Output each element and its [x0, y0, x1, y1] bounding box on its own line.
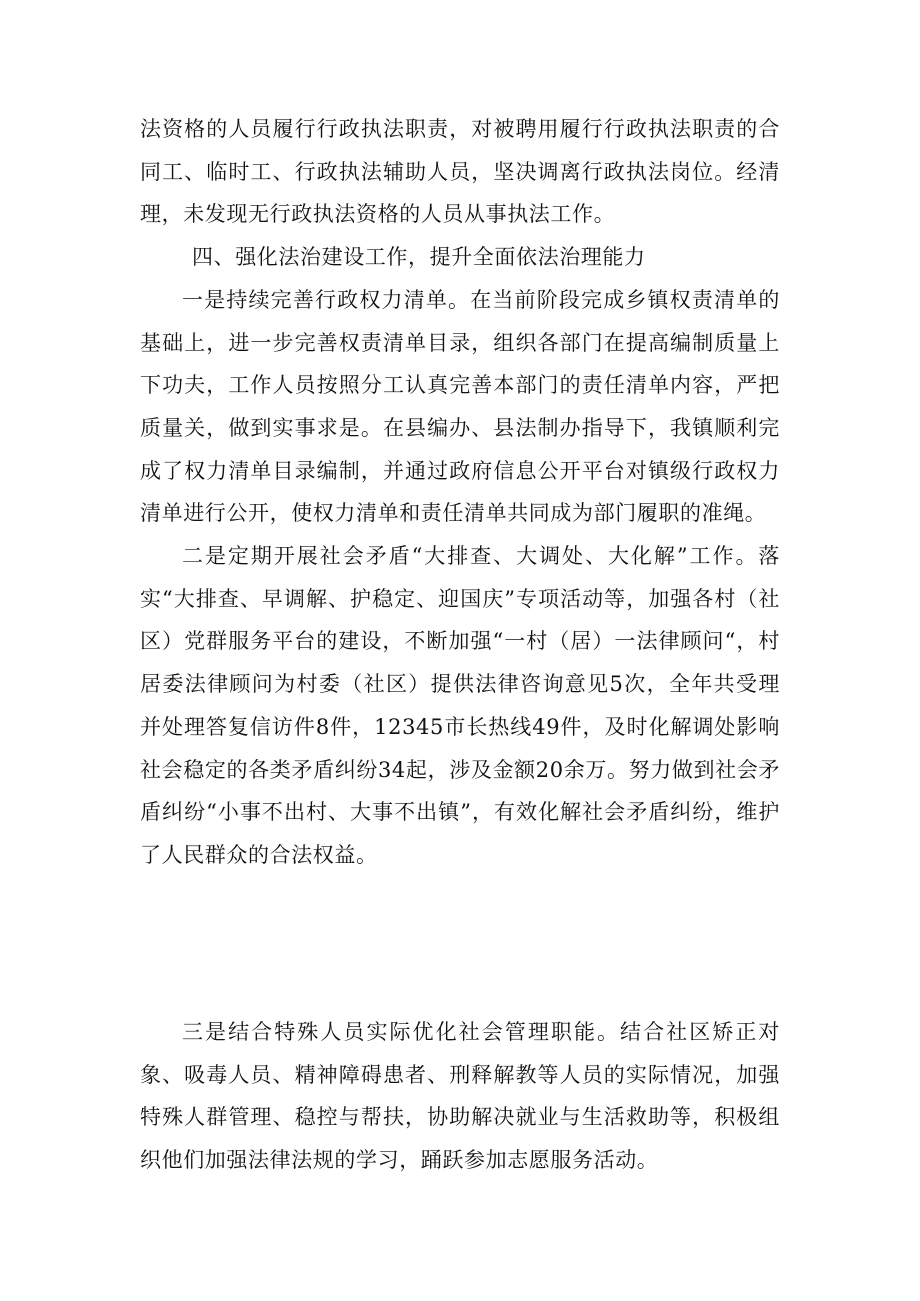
document-body-middle: [140, 535, 780, 877]
document-body-bottom: [140, 1011, 780, 1182]
paragraph-power-list: 一是持续完善行政权力清单。在当前阶段完成乡镇权责清单的基础上，进一步完善权责清单目录，组织各部门在提高编制质量上下功夫，工作人员按照分工认真完善本部门的责任清单内容，严把质量关，做到实事求是。在县编办、县法制办指导下，我镇顺利完成了权力清单目录编制，并通过政府信息公开平台对镇级行政权力清单进行公开，使权力清单和责任清单共同成为部门履职的准绳。: [140, 287, 780, 526]
section-heading: 四、强化法治建设工作，提升全面依法治理能力: [192, 245, 646, 270]
paragraph-dispute-resolution: 二是定期开展社会矛盾“大排查、大调处、大化解”工作。落实“大排查、早调解、护稳定、迎国庆”专项活动等，加强各村（社区）党群服务平台的建设，不断加强“一村（居）一法律顾问“，村居委法律顾问为村委（社区）提供法律咨询意见5次，全年共受理并处理答复信访件8件，12345市长热线49件，及时化解调处影响社会稳定的各类矛盾纠纷34起，涉及金额20余万。努力做到社会矛盾纠纷“小事不出村、大事不出镇”，有效化解社会矛盾纠纷，维护了人民群众的合法权益。: [140, 544, 780, 867]
document-body-top: [140, 108, 780, 535]
paragraph-special-groups: 三是结合特殊人员实际优化社会管理职能。结合社区矫正对象、吸毒人员、精神障碍患者、刑释解教等人员的实际情况，加强特殊人群管理、稳控与帮扶，协助解决就业与生活救助等，积极组织他们加强法律法规的学习，踊跃参加志愿服务活动。: [140, 1020, 780, 1173]
continued-paragraph: 法资格的人员履行行政执法职责，对被聘用履行行政执法职责的合同工、临时工、行政执法辅助人员，坚决调离行政执法岗位。经清理，未发现无行政执法资格的人员从事执法工作。: [140, 117, 780, 227]
